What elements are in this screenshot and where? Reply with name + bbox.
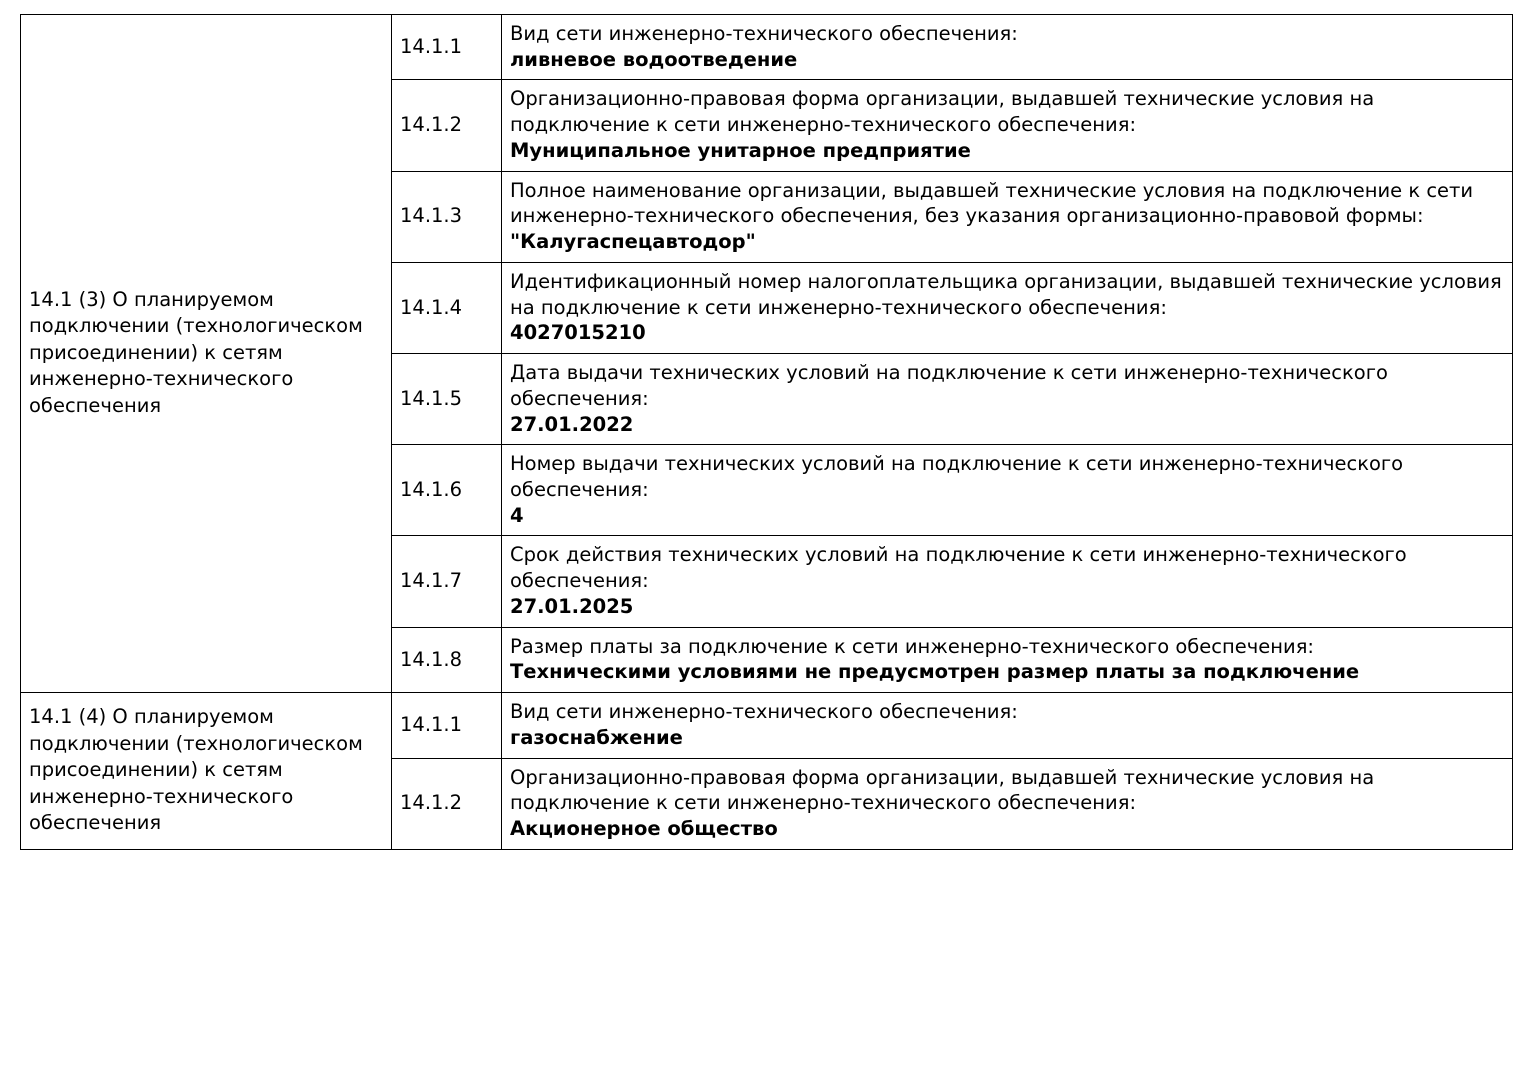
field-label: Идентификационный номер налогоплательщика организации, выдавшей технические условия на подключение к сети инженерно-технического обеспечения:: [510, 269, 1502, 319]
content-cell: [502, 758, 1513, 849]
code-cell: 14.1.5: [392, 354, 502, 445]
field-label: Срок действия технических условий на подключение к сети инженерно-технического обеспечения:: [510, 543, 1407, 593]
field-value: 27.01.2022: [510, 412, 634, 436]
code-cell: 14.1.4: [392, 262, 502, 353]
code-cell: 14.1.3: [392, 171, 502, 262]
field-value: Акционерное общество: [510, 817, 778, 841]
field-value: ливневое водоотведение: [510, 47, 798, 71]
section-label: 14.1 (3) О планируемом подключении (технологическом присоединении) к сетям инженерно-технического обеспечения: [29, 287, 363, 417]
field-value: газоснабжение: [510, 725, 683, 749]
section-cell: [21, 15, 392, 693]
code-cell: 14.1.2: [392, 758, 502, 849]
table-row: [21, 15, 1513, 80]
field-label: Номер выдачи технических условий на подключение к сети инженерно-технического обеспечения:: [510, 452, 1404, 502]
field-value: "Калугаспецавтодор": [510, 230, 756, 254]
content-cell: [502, 80, 1513, 171]
technical-conditions-table: [20, 14, 1513, 850]
field-label: Дата выдачи технических условий на подключение к сети инженерно-технического обеспечения:: [510, 361, 1388, 410]
content-cell: [502, 627, 1513, 692]
field-label: Размер платы за подключение к сети инженерно-технического обеспечения:: [510, 634, 1315, 658]
field-label: Организационно-правовая форма организации, выдавшей технические условия на подключение к сети инженерно-технического обеспечения:: [510, 765, 1375, 815]
field-label: Организационно-правовая форма организации, выдавшей технические условия на подключение к сети инженерно-технического обеспечения:: [510, 87, 1375, 137]
section-cell: [21, 693, 392, 850]
content-cell: [502, 15, 1513, 80]
code-cell: 14.1.1: [392, 15, 502, 80]
code-cell: 14.1.7: [392, 536, 502, 627]
content-cell: [502, 171, 1513, 262]
field-label: Вид сети инженерно-технического обеспечения:: [510, 700, 1018, 724]
field-label: Вид сети инженерно-технического обеспечения:: [510, 22, 1018, 45]
section-label: 14.1 (4) О планируемом подключении (технологическом присоединении) к сетям инженерно-технического обеспечения: [29, 705, 363, 835]
field-value: Муниципальное унитарное предприятие: [510, 138, 971, 162]
field-value: 27.01.2025: [510, 594, 634, 618]
field-value: 4: [510, 503, 524, 527]
content-cell: [502, 262, 1513, 353]
content-cell: [502, 693, 1513, 758]
code-cell: 14.1.2: [392, 80, 502, 171]
code-cell: 14.1.8: [392, 627, 502, 692]
table-row: [21, 693, 1513, 758]
content-cell: [502, 445, 1513, 536]
content-cell: [502, 354, 1513, 445]
field-value: Техническими условиями не предусмотрен размер платы за подключение: [510, 660, 1360, 684]
field-value: 4027015210: [510, 321, 646, 345]
code-cell: 14.1.1: [392, 693, 502, 758]
code-cell: 14.1.6: [392, 445, 502, 536]
field-label: Полное наименование организации, выдавшей технические условия на подключение к сети инженерно-технического обеспечения, без указания организационно-правовой формы:: [510, 178, 1474, 228]
content-cell: [502, 536, 1513, 627]
